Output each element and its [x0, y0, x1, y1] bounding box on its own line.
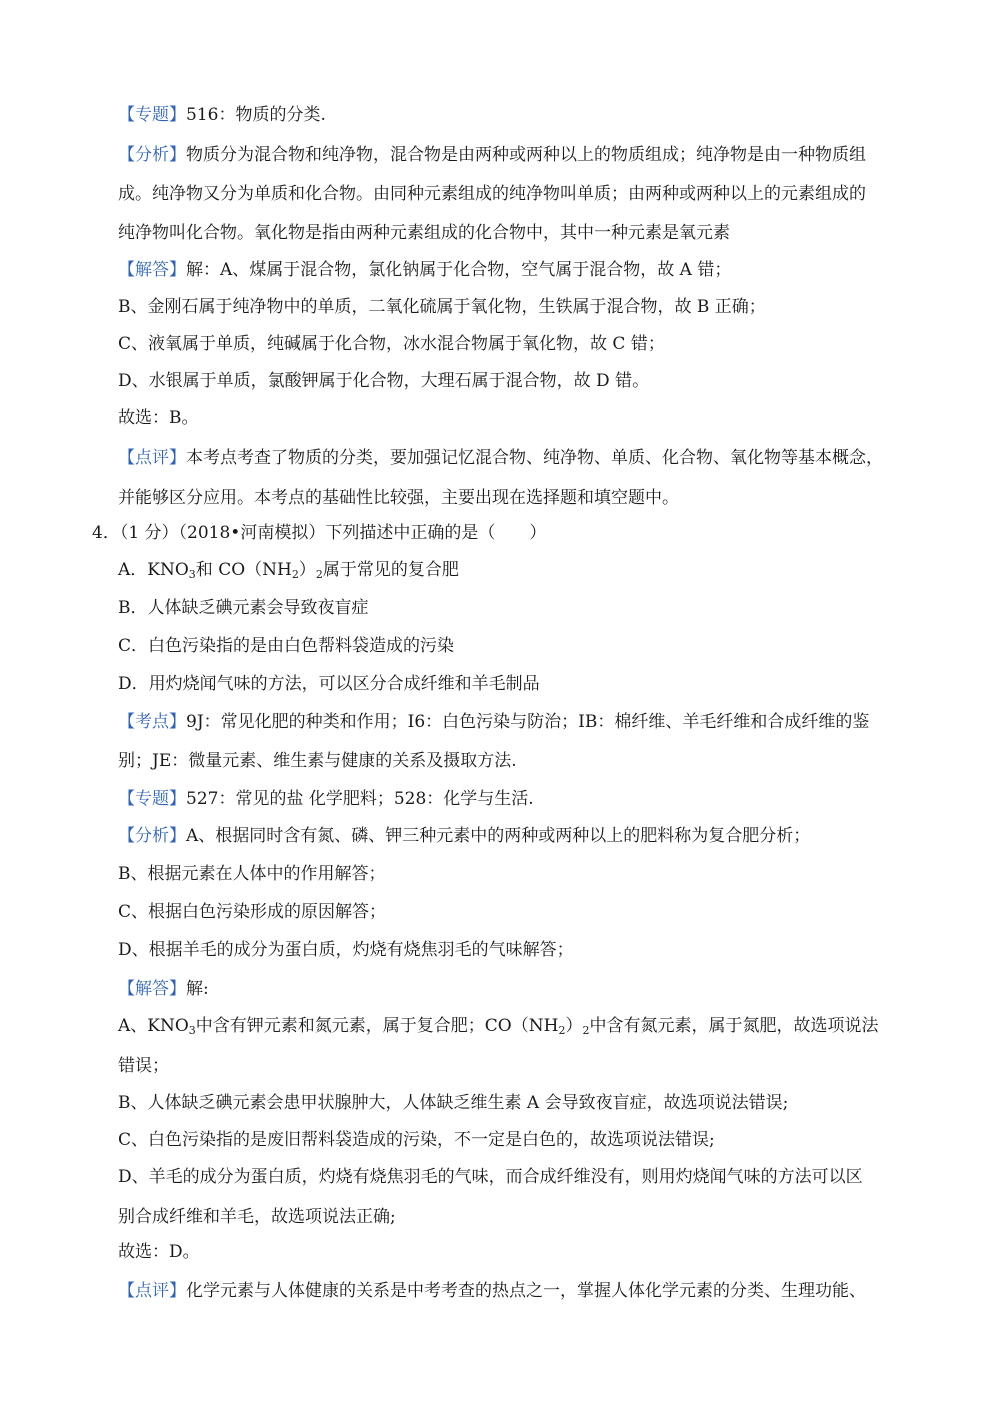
q3-fenxi-line: 成。纯净物又分为单质和化合物。由同种元素组成的纯净物叫单质；由两种或两种以上的元素组成的 — [118, 184, 866, 204]
q3-answer: 故选：B。 — [118, 408, 199, 428]
q4-dianping-line: 【点评】化学元素与人体健康的关系是中考考查的热点之一，掌握人体化学元素的分类、生理功能、 — [118, 1281, 866, 1301]
q4-option-c: C．白色污染指的是由白色帮料袋造成的污染 — [118, 636, 455, 656]
q4-jieda-line: C、白色污染指的是废旧帮料袋造成的污染，不一定是白色的，故选项说法错误; — [118, 1130, 715, 1150]
q4-fenxi-line: C、根据白色污染形成的原因解答； — [118, 902, 387, 922]
q4-fenxi-line: 【分析】A、根据同时含有氮、磷、钾三种元素中的两种或两种以上的肥料称为复合肥分析； — [118, 826, 811, 846]
zhuanti-tag: 【专题】 — [118, 105, 186, 125]
kaodian-tag: 【考点】 — [118, 712, 186, 732]
q3-fenxi-line: 纯净物叫化合物。氧化物是指由两种元素组成的化合物中，其中一种元素是氧元素 — [118, 223, 730, 243]
q4-jieda-line: B、人体缺乏碘元素会患甲状腺肿大，人体缺乏维生素 A 会导致夜盲症，故选项说法错误; — [118, 1093, 789, 1113]
q3-jieda-line: C、液氧属于单质，纯碱属于化合物，冰水混合物属于氧化物，故 C 错； — [118, 334, 665, 354]
q3-dianping-line: 并能够区分应用。本考点的基础性比较强，主要出现在选择题和填空题中。 — [118, 488, 679, 508]
q3-jieda-line: B、金刚石属于纯净物中的单质，二氧化硫属于氧化物，生铁属于混合物，故 B 正确； — [118, 297, 766, 317]
q4-zhuanti: 【专题】527：常见的盐 化学肥料；528：化学与生活. — [118, 789, 534, 809]
zhuanti-tag: 【专题】 — [118, 789, 186, 809]
q4-option-a: A．$KNO_3$和 $CO(NH_2)_2$属于常见的复合肥 — [118, 560, 459, 581]
q4-jieda-line: D、羊毛的成分为蛋白质，灼烧有烧焦羽毛的气味，而合成纤维没有，则用灼烧闻气味的方法可以区 — [118, 1167, 863, 1187]
q3-jieda-line: D、水银属于单质，氯酸钾属于化合物，大理石属于混合物，故 D 错。 — [118, 371, 650, 391]
dianping-tag: 【点评】 — [118, 448, 186, 468]
fenxi-tag: 【分析】 — [118, 826, 186, 846]
q3-dianping-line: 【点评】本考点考查了物质的分类，要加强记忆混合物、纯净物、单质、化合物、氧化物等基本概念， — [118, 448, 883, 468]
q4-answer: 故选：D。 — [118, 1242, 200, 1262]
q4-option-d: D．用灼烧闻气味的方法，可以区分合成纤维和羊毛制品 — [118, 674, 540, 694]
q4-jieda-line: 别合成纤维和羊毛，故选项说法正确; — [118, 1207, 396, 1227]
dianping-tag: 【点评】 — [118, 1281, 186, 1301]
q4-jieda-line: 错误； — [118, 1056, 169, 1076]
q4-option-b: B．人体缺乏碘元素会导致夜盲症 — [118, 598, 369, 618]
q4-fenxi-line: D、根据羊毛的成分为蛋白质，灼烧有烧焦羽毛的气味解答； — [118, 940, 574, 960]
q4-stem: 4．（1 分）（2018•河南模拟）下列描述中正确的是（ ） — [92, 523, 547, 543]
q4-fenxi-line: B、根据元素在人体中的作用解答； — [118, 864, 386, 884]
jieda-tag: 【解答】 — [118, 979, 186, 999]
q3-jieda-line: 【解答】解：A、煤属于混合物，氯化钠属于化合物，空气属于混合物，故 A 错； — [118, 260, 732, 280]
fenxi-tag: 【分析】 — [118, 145, 186, 165]
q3-zhuanti: 【专题】516：物质的分类. — [118, 105, 326, 125]
q4-kaodian-line: 别；JE：微量元素、维生素与健康的关系及摄取方法. — [118, 751, 517, 771]
jieda-tag: 【解答】 — [118, 260, 186, 280]
q3-fenxi-line: 【分析】物质分为混合物和纯净物，混合物是由两种或两种以上的物质组成；纯净物是由一种物质组 — [118, 145, 866, 165]
q4-jieda-line: A、$KNO_3$中含有钾元素和氮元素，属于复合肥；$CO(NH_2)_2$中含有氮元素，属于氮肥，故选项说法 — [118, 1016, 879, 1037]
q4-jieda-line: 【解答】解: — [118, 979, 209, 999]
q4-kaodian-line: 【考点】9J：常见化肥的种类和作用；I6：白色污染与防治；IB：棉纤维、羊毛纤维和合成纤维的鉴 — [118, 712, 870, 732]
